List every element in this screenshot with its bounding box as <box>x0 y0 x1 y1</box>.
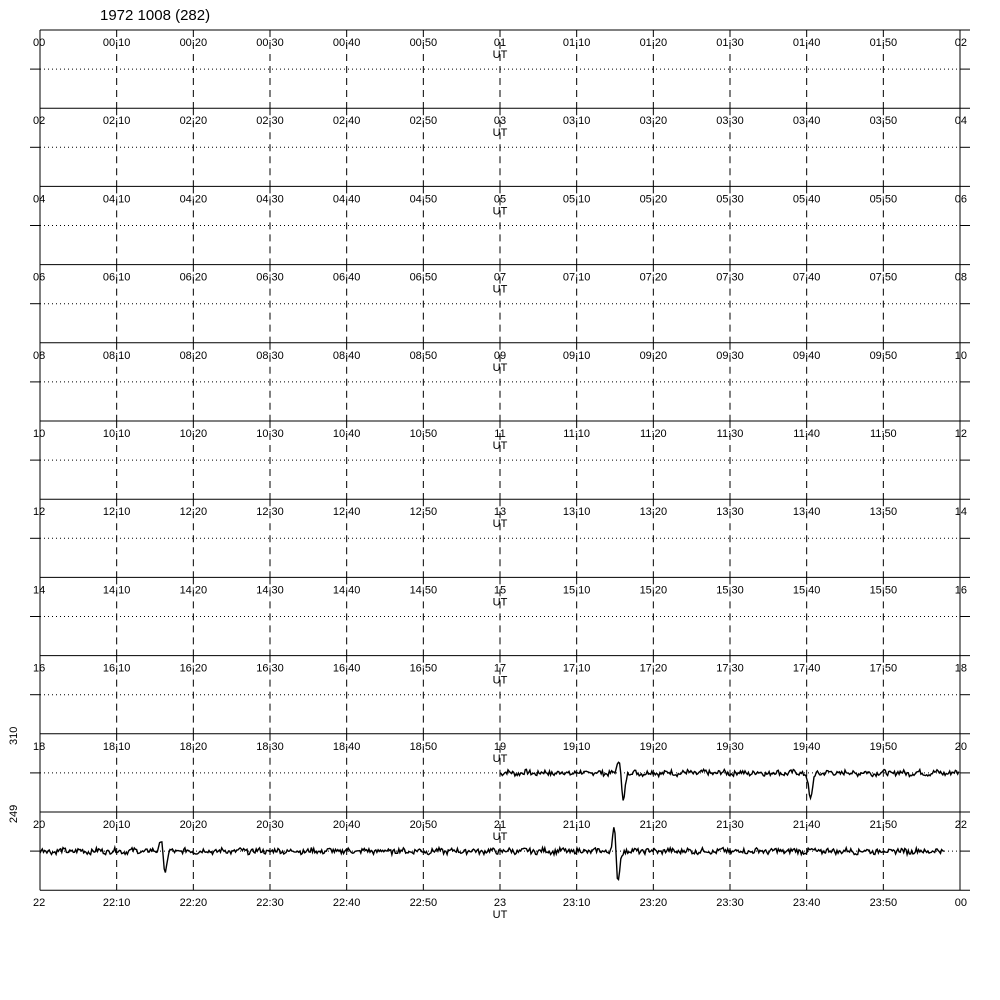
x-axis-label: UT <box>492 831 508 843</box>
x-tick-label: 21:40 <box>792 819 821 831</box>
x-tick-label: 12:30 <box>256 506 284 519</box>
x-tick-label: 18:30 <box>256 740 284 753</box>
x-tick-label: 21:50 <box>869 819 898 831</box>
x-tick-label: 23:40 <box>792 897 821 910</box>
x-tick-label: 02:20 <box>179 115 208 128</box>
x-tick-label: 16 <box>33 662 46 675</box>
x-tick-label: 23:30 <box>716 897 744 910</box>
x-tick-label: 20:20 <box>179 819 208 831</box>
x-tick-label: 06 <box>954 193 967 206</box>
x-tick-label: 02:40 <box>332 115 361 128</box>
x-tick-label: 07:10 <box>562 271 591 284</box>
x-tick-label: 13:10 <box>562 506 591 519</box>
x-tick-label: 20:30 <box>256 819 284 831</box>
x-tick-label: 22 <box>33 897 46 910</box>
x-tick-label: 18 <box>33 740 46 753</box>
x-tick-label: 06:10 <box>102 271 131 284</box>
x-tick-label: 22:50 <box>409 897 438 910</box>
x-tick-label: 14:40 <box>332 584 361 597</box>
x-tick-label: 11:20 <box>639 428 667 440</box>
x-tick-label: 17:40 <box>792 662 821 675</box>
x-tick-label: 22:30 <box>256 897 284 910</box>
x-tick-label: 01 <box>493 37 507 49</box>
x-tick-label: 07:50 <box>869 271 898 284</box>
x-tick-label: 17:30 <box>716 662 744 675</box>
x-tick-label: 03:40 <box>792 115 821 128</box>
x-tick-label: 01:40 <box>792 37 821 49</box>
x-axis-label: UT <box>492 205 508 218</box>
x-tick-label: 19:50 <box>869 740 898 753</box>
x-tick-label: 10:20 <box>179 428 208 440</box>
x-tick-label: 23 <box>493 897 507 910</box>
x-tick-label: 08:30 <box>256 349 284 362</box>
x-tick-label: 06:40 <box>332 271 361 284</box>
x-tick-label: 04:10 <box>102 193 131 206</box>
x-tick-label: 08 <box>954 271 967 284</box>
x-tick-label: 12:20 <box>179 506 208 519</box>
x-tick-label: 02:30 <box>256 115 284 128</box>
x-tick-label: 16:40 <box>332 662 361 675</box>
x-tick-label: 10:10 <box>102 428 131 440</box>
x-tick-label: 15:50 <box>869 584 898 597</box>
x-tick-label: 06:30 <box>256 271 284 284</box>
x-tick-label: 14:20 <box>179 584 208 597</box>
x-tick-label: 00 <box>954 897 967 910</box>
x-tick-label: 00:50 <box>409 37 438 49</box>
x-tick-label: 11:50 <box>869 428 897 440</box>
x-tick-label: 16:10 <box>102 662 131 675</box>
x-tick-label: 05:10 <box>562 193 591 206</box>
x-tick-label: 09:40 <box>792 349 821 362</box>
x-tick-label: 15 <box>493 584 507 597</box>
x-tick-label: 10:50 <box>409 428 438 440</box>
x-axis-label: UT <box>492 909 508 922</box>
x-tick-label: 00 <box>33 37 46 49</box>
x-tick-label: 15:40 <box>792 584 821 597</box>
x-tick-label: 08 <box>33 349 46 362</box>
x-tick-label: 18:20 <box>179 740 208 753</box>
x-axis-label: UT <box>492 283 508 296</box>
x-tick-label: 22:20 <box>179 897 208 910</box>
x-tick-label: 16:30 <box>256 662 284 675</box>
x-tick-label: 06 <box>33 271 46 284</box>
x-axis-label: UT <box>492 49 508 61</box>
x-tick-label: 00:20 <box>179 37 208 49</box>
x-tick-label: 04:20 <box>179 193 208 206</box>
x-tick-label: 00:10 <box>102 37 131 49</box>
x-tick-label: 12 <box>33 506 46 519</box>
x-tick-label: 00:40 <box>332 37 361 49</box>
x-tick-label: 23:50 <box>869 897 898 910</box>
y-axis-label: 310 <box>8 726 20 745</box>
x-tick-label: 06:20 <box>179 271 208 284</box>
x-tick-label: 11:40 <box>793 428 821 440</box>
x-tick-label: 01:30 <box>716 37 744 49</box>
x-tick-label: 12:10 <box>102 506 131 519</box>
x-tick-label: 12 <box>954 428 967 440</box>
x-tick-label: 20:40 <box>332 819 361 831</box>
x-tick-label: 17:50 <box>869 662 898 675</box>
x-tick-label: 04:40 <box>332 193 361 206</box>
x-tick-label: 08:10 <box>102 349 131 362</box>
x-tick-label: 18:10 <box>102 740 131 753</box>
x-tick-label: 13:20 <box>639 506 668 519</box>
x-tick-label: 03 <box>493 115 507 128</box>
x-tick-label: 19:10 <box>562 740 591 753</box>
x-tick-label: 16:20 <box>179 662 208 675</box>
x-tick-label: 21:20 <box>639 819 668 831</box>
x-axis-label: UT <box>492 518 508 531</box>
x-tick-label: 03:30 <box>716 115 744 128</box>
y-axis-label: 249 <box>8 804 20 824</box>
x-tick-label: 03:20 <box>639 115 668 128</box>
x-tick-label: 04:50 <box>409 193 438 206</box>
x-tick-label: 13:30 <box>716 506 744 519</box>
x-tick-label: 17:10 <box>562 662 591 675</box>
x-tick-label: 09:10 <box>562 349 591 362</box>
x-tick-label: 05:50 <box>869 193 898 206</box>
x-axis-label: UT <box>492 440 508 452</box>
x-tick-label: 10:40 <box>332 428 361 440</box>
x-tick-label: 05:40 <box>792 193 821 206</box>
x-tick-label: 23:10 <box>562 897 591 910</box>
x-tick-label: 14 <box>954 506 967 519</box>
x-tick-label: 06:50 <box>409 271 438 284</box>
x-tick-label: 01:10 <box>562 37 591 49</box>
x-tick-label: 02 <box>33 115 46 128</box>
x-tick-label: 02:50 <box>409 115 438 128</box>
x-tick-label: 21:10 <box>562 819 591 831</box>
x-tick-label: 13:50 <box>869 506 898 519</box>
x-tick-label: 13 <box>493 506 507 519</box>
x-tick-label: 14:50 <box>409 584 438 597</box>
x-tick-label: 20:10 <box>102 819 131 831</box>
x-tick-label: 07:30 <box>716 271 744 284</box>
x-tick-label: 22 <box>954 819 967 831</box>
x-tick-label: 11:10 <box>563 428 591 440</box>
x-tick-label: 09:30 <box>716 349 744 362</box>
x-tick-label: 07:40 <box>792 271 821 284</box>
x-axis-label: UT <box>492 127 508 140</box>
x-tick-label: 17:20 <box>639 662 668 675</box>
x-tick-label: 13:40 <box>792 506 821 519</box>
x-tick-label: 07:20 <box>639 271 668 284</box>
x-tick-label: 09:20 <box>639 349 668 362</box>
x-tick-label: 07 <box>493 271 507 284</box>
x-tick-label: 11 <box>494 428 506 440</box>
x-tick-label: 10 <box>954 349 967 362</box>
chart-title: 1972 1008 (282) <box>100 7 211 24</box>
x-tick-label: 01:50 <box>869 37 898 49</box>
x-tick-label: 12:40 <box>332 506 361 519</box>
x-axis-label: UT <box>492 674 508 687</box>
x-axis-label: UT <box>492 361 508 374</box>
x-tick-label: 12:50 <box>409 506 438 519</box>
x-tick-label: 02:10 <box>102 115 131 128</box>
x-tick-label: 14:10 <box>102 584 131 597</box>
x-tick-label: 04 <box>954 115 967 128</box>
x-axis-label: UT <box>492 596 508 609</box>
chart-strips <box>30 30 970 921</box>
x-tick-label: 19:40 <box>792 740 821 753</box>
x-tick-label: 21 <box>493 819 507 831</box>
x-axis-label: UT <box>492 752 508 765</box>
x-tick-label: 08:40 <box>332 349 361 362</box>
x-tick-label: 20 <box>33 819 46 831</box>
x-tick-label: 04:30 <box>256 193 284 206</box>
x-tick-label: 00:30 <box>256 37 284 49</box>
x-tick-label: 19:20 <box>639 740 668 753</box>
x-tick-label: 01:20 <box>639 37 668 49</box>
x-tick-label: 05:30 <box>716 193 744 206</box>
y-axis-labels <box>8 727 20 824</box>
x-tick-label: 19 <box>493 740 507 753</box>
x-tick-label: 03:50 <box>869 115 898 128</box>
x-tick-label: 22:40 <box>332 897 361 910</box>
x-tick-label: 08:50 <box>409 349 438 362</box>
x-tick-label: 08:20 <box>179 349 208 362</box>
x-tick-label: 15:30 <box>716 584 744 597</box>
x-tick-label: 16 <box>954 584 967 597</box>
x-tick-label: 22:10 <box>102 897 131 910</box>
x-tick-label: 02 <box>954 37 967 49</box>
x-tick-label: 04 <box>33 193 46 206</box>
x-tick-label: 10:30 <box>256 428 284 440</box>
x-tick-label: 15:20 <box>639 584 668 597</box>
x-tick-label: 18 <box>954 662 967 675</box>
x-tick-label: 23:20 <box>639 897 668 910</box>
data-series-line <box>500 762 959 800</box>
x-tick-label: 03:10 <box>562 115 591 128</box>
x-tick-label: 18:40 <box>332 740 361 753</box>
x-tick-label: 17 <box>493 662 507 675</box>
x-tick-label: 14 <box>33 584 46 597</box>
x-tick-label: 20 <box>954 740 967 753</box>
x-tick-label: 10 <box>33 428 46 440</box>
x-tick-label: 20:50 <box>409 819 438 831</box>
x-tick-label: 14:30 <box>256 584 284 597</box>
x-tick-label: 09 <box>493 349 507 362</box>
x-tick-label: 19:30 <box>716 740 744 753</box>
x-tick-label: 21:30 <box>716 819 744 831</box>
x-tick-label: 09:50 <box>869 349 898 362</box>
x-tick-label: 15:10 <box>562 584 591 597</box>
x-tick-label: 18:50 <box>409 740 438 753</box>
x-tick-label: 05:20 <box>639 193 668 206</box>
x-tick-label: 11:30 <box>716 428 744 440</box>
x-tick-label: 16:50 <box>409 662 438 675</box>
x-tick-label: 05 <box>493 193 507 206</box>
